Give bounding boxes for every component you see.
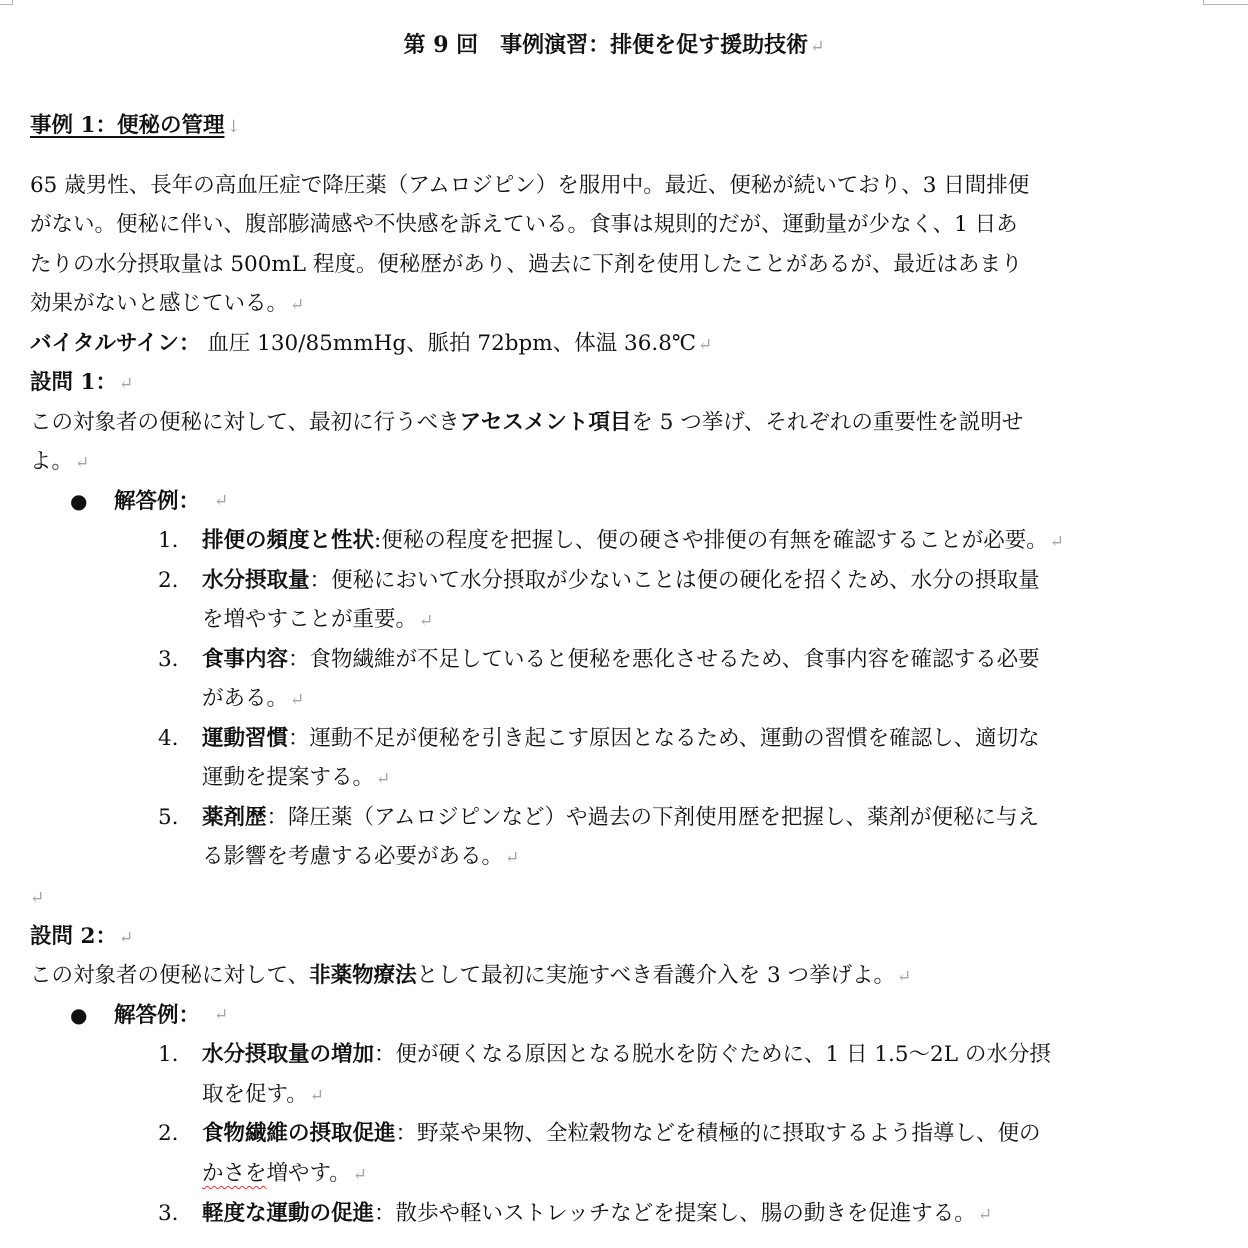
text-segment: 効果がないと感じている。 <box>30 291 289 316</box>
spellcheck-flagged-text: かさを <box>202 1161 267 1186</box>
list-item <box>30 640 1198 679</box>
text-segment: 運動を提案する。 <box>202 765 375 790</box>
text-segment: :便秘の程度を把握し、便の硬さや排便の有無を確認することが必要。 <box>374 528 1048 553</box>
case-description-line: たりの水分摂取量は 500mL 程度。便秘歴があり、過去に下剤を使用したことがあるが、最近はあまり <box>30 252 1023 277</box>
list-item <box>30 1035 1198 1074</box>
list-item-cont <box>202 679 304 718</box>
text-segment: ：運動不足が便秘を引き起こす原因となるため、運動の習慣を確認し、適切な <box>288 726 1040 751</box>
list-item <box>30 719 1198 758</box>
text-segment: 4. <box>158 726 179 751</box>
case-heading <box>30 106 241 145</box>
text-segment: 設問 2： <box>30 924 117 949</box>
list-item-cont <box>202 1154 367 1193</box>
document-title <box>30 26 1198 65</box>
paragraph-mark: ↵ <box>214 1005 229 1025</box>
question-1-label <box>30 363 133 402</box>
answer-example-1 <box>30 482 430 521</box>
paragraph-mark: ↵ <box>118 374 134 394</box>
paragraph-mark: ↵ <box>897 967 912 987</box>
vital-signs-label: バイタルサイン： <box>30 331 201 356</box>
text-segment: 解答例： <box>114 489 201 514</box>
answer-example-2 <box>30 996 430 1035</box>
text-segment: 2. <box>158 568 179 593</box>
text-segment: 水分摂取量の増加 <box>202 1042 375 1067</box>
paragraph-mark: ↵ <box>309 1086 325 1106</box>
list-item <box>30 1194 1198 1233</box>
text-segment: 水分摂取量 <box>202 568 310 593</box>
paragraph-mark: ↵ <box>290 690 305 710</box>
list-item-cont <box>202 758 390 797</box>
text-segment: 設問 1： <box>30 370 117 395</box>
text-segment: ：降圧薬（アムロジピンなど）や過去の下剤使用歴を把握し、薬剤が便秘に与え <box>266 805 1040 830</box>
text-segment: 3. <box>158 1201 179 1226</box>
text-segment: 第 9 回 事例演習：排便を促す援助技術 <box>403 32 809 58</box>
crop-mark-top-right <box>1203 0 1248 5</box>
text-segment: 2. <box>158 1121 179 1146</box>
paragraph-mark: ↵ <box>214 491 229 511</box>
text-segment: ：食物繊維が不足していると便秘を悪化させるため、食事内容を確認する必要 <box>288 647 1040 672</box>
case-description-line: がない。便秘に伴い、腹部膨満感や不快感を訴えている。食事は規則的だが、運動量が少なく、1 日あ <box>30 212 1018 237</box>
text-segment: アセスメント項目 <box>459 410 632 435</box>
paragraph-mark: ↵ <box>30 888 45 908</box>
paragraph-mark: ↵ <box>118 928 134 948</box>
paragraph-mark: ↵ <box>352 1165 368 1185</box>
paragraph-mark: ↵ <box>977 1205 993 1225</box>
text-segment: 薬剤歴 <box>202 805 267 830</box>
bullet-icon: ● <box>70 1003 88 1027</box>
text-segment: として最初に実施すべき看護介入を 3 つ挙げよ。 <box>416 963 896 988</box>
text-segment: 3. <box>158 647 179 672</box>
paragraph-mark: ↵ <box>376 769 391 789</box>
text-segment: 軽度な運動の促進 <box>202 1201 375 1226</box>
question-1-prompt <box>30 403 1023 442</box>
paragraph-mark: ↵ <box>505 848 520 868</box>
paragraph-mark: ↵ <box>810 37 825 57</box>
text-segment: ：便が硬くなる原因となる脱水を防ぐために、1 日 1.5～2L の水分摂 <box>374 1042 1051 1067</box>
text-segment: る影響を考慮する必要がある。 <box>202 844 504 869</box>
empty-paragraph <box>30 877 44 916</box>
text-segment: 運動習慣 <box>202 726 289 751</box>
text-segment: ：便秘において水分摂取が少ないことは便の硬化を招くため、水分の摂取量 <box>309 568 1040 593</box>
text-segment: 1. <box>158 528 179 553</box>
text-segment: 取を促す。 <box>202 1082 308 1107</box>
text-segment: を 5 つ挙げ、それぞれの重要性を説明せ <box>631 410 1024 435</box>
text-segment: 解答例： <box>114 1003 201 1028</box>
text-segment: よ。 <box>30 449 74 474</box>
crop-mark-top-left <box>0 0 13 5</box>
list-item <box>30 1114 1198 1153</box>
list-item-cont <box>202 1075 324 1114</box>
question-2-prompt <box>30 956 911 995</box>
list-item <box>30 521 1198 560</box>
text-segment: 増やす。 <box>266 1161 351 1186</box>
paragraph-mark: ↵ <box>697 335 713 355</box>
text-segment: がある。 <box>202 686 289 711</box>
question-1-prompt-cont <box>30 442 89 481</box>
case-description-line <box>30 284 304 323</box>
text-segment: 食事内容 <box>202 647 289 672</box>
text-segment: 事例 1：便秘の管理 <box>30 113 225 138</box>
vital-signs-values: 血圧 130/85mmHg、脈拍 72bpm、体温 36.8℃ <box>200 331 696 356</box>
question-2-label <box>30 917 133 956</box>
text-segment: を増やすことが重要。 <box>202 607 418 632</box>
case-description-line: 65 歳男性、長年の高血圧症で降圧薬（アムロジピン）を服用中。最近、便秘が続いており、3 日間排便 <box>30 173 1030 198</box>
paragraph-mark: ↵ <box>75 453 90 473</box>
paragraph-mark: ↵ <box>290 295 305 315</box>
bullet-icon: ● <box>70 489 88 513</box>
text-segment: 1. <box>158 1042 179 1067</box>
text-segment: ：散歩や軽いストレッチなどを提案し、腸の動きを促進する。 <box>374 1201 976 1226</box>
list-item <box>30 561 1198 600</box>
text-segment: ：野菜や果物、全粒穀物などを積極的に摂取するよう指導し、便の <box>395 1121 1041 1146</box>
paragraph-mark: ↵ <box>419 611 434 631</box>
text-segment: 食物繊維の摂取促進 <box>202 1121 396 1146</box>
text-segment: この対象者の便秘に対して、最初に行うべき <box>30 410 460 435</box>
text-segment: 5. <box>158 805 179 830</box>
text-segment: 非薬物療法 <box>309 963 417 988</box>
text-segment: 排便の頻度と性状 <box>202 528 375 553</box>
list-item <box>30 798 1198 837</box>
list-item-cont <box>202 600 433 639</box>
vital-signs <box>30 324 712 363</box>
text-segment: この対象者の便秘に対して、 <box>30 963 310 988</box>
line-break-mark: ↓ <box>226 117 241 137</box>
paragraph-mark: ↵ <box>1049 532 1065 552</box>
list-item-cont <box>202 837 519 876</box>
